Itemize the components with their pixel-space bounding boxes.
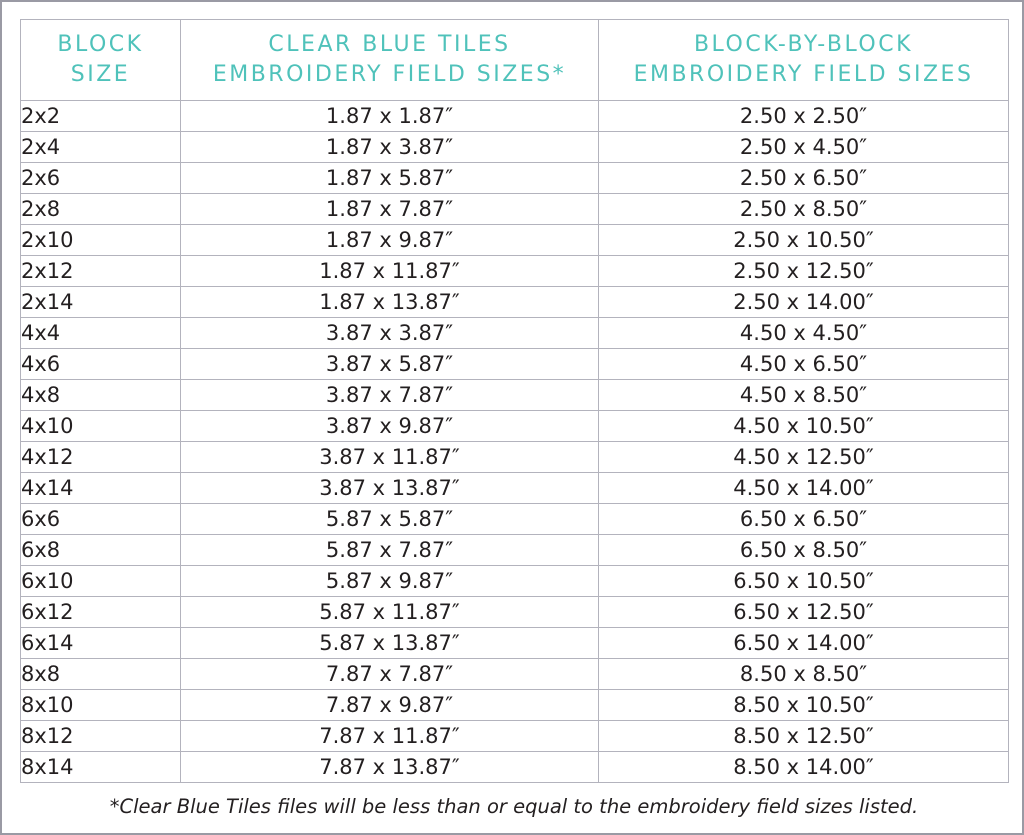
block-size-cell: 4x10 (21, 411, 181, 442)
table-row (21, 225, 1009, 256)
header-block-by-block-line-1: BLOCK-BY-BLOCK (693, 32, 914, 57)
block-by-block-cell: 2.50 x 6.50″ (599, 163, 1009, 194)
block-size-cell: 2x8 (21, 194, 181, 225)
header-clear-blue-tiles-line-1: CLEAR BLUE TILES (268, 32, 511, 57)
header-block-by-block (599, 20, 1009, 101)
clear-blue-tiles-cell: 3.87 x 5.87″ (181, 349, 599, 380)
block-size-cell: 6x12 (21, 597, 181, 628)
table-row (21, 411, 1009, 442)
block-size-cell: 6x10 (21, 566, 181, 597)
table-body (21, 101, 1009, 783)
table-row (21, 473, 1009, 504)
block-by-block-cell: 4.50 x 6.50″ (599, 349, 1009, 380)
clear-blue-tiles-cell: 5.87 x 9.87″ (181, 566, 599, 597)
clear-blue-tiles-cell: 3.87 x 9.87″ (181, 411, 599, 442)
block-by-block-cell: 6.50 x 12.50″ (599, 597, 1009, 628)
table-row (21, 721, 1009, 752)
clear-blue-tiles-cell: 5.87 x 5.87″ (181, 504, 599, 535)
table-row (21, 690, 1009, 721)
block-by-block-cell: 8.50 x 10.50″ (599, 690, 1009, 721)
block-size-cell: 8x10 (21, 690, 181, 721)
block-size-cell: 2x4 (21, 132, 181, 163)
table-row (21, 597, 1009, 628)
clear-blue-tiles-cell: 7.87 x 13.87″ (181, 752, 599, 783)
block-by-block-cell: 2.50 x 10.50″ (599, 225, 1009, 256)
clear-blue-tiles-cell: 1.87 x 9.87″ (181, 225, 599, 256)
table-row (21, 659, 1009, 690)
table-row (21, 163, 1009, 194)
block-by-block-cell: 4.50 x 8.50″ (599, 380, 1009, 411)
table-row (21, 287, 1009, 318)
header-block-by-block-line-2: EMBROIDERY FIELD SIZES (633, 62, 974, 87)
block-size-cell: 6x8 (21, 535, 181, 566)
clear-blue-tiles-cell: 1.87 x 7.87″ (181, 194, 599, 225)
table-row (21, 566, 1009, 597)
table-row (21, 628, 1009, 659)
clear-blue-tiles-cell: 3.87 x 3.87″ (181, 318, 599, 349)
block-size-cell: 2x6 (21, 163, 181, 194)
table-row (21, 380, 1009, 411)
table-row (21, 132, 1009, 163)
clear-blue-tiles-cell: 7.87 x 11.87″ (181, 721, 599, 752)
header-clear-blue-tiles-line-2: EMBROIDERY FIELD SIZES* (212, 62, 567, 87)
block-by-block-cell: 6.50 x 6.50″ (599, 504, 1009, 535)
block-size-cell: 2x10 (21, 225, 181, 256)
table-row (21, 318, 1009, 349)
block-size-cell: 6x6 (21, 504, 181, 535)
block-by-block-cell: 6.50 x 10.50″ (599, 566, 1009, 597)
table-row (21, 101, 1009, 132)
clear-blue-tiles-cell: 5.87 x 11.87″ (181, 597, 599, 628)
clear-blue-tiles-cell: 1.87 x 11.87″ (181, 256, 599, 287)
clear-blue-tiles-cell: 1.87 x 3.87″ (181, 132, 599, 163)
block-size-cell: 2x12 (21, 256, 181, 287)
block-size-cell: 6x14 (21, 628, 181, 659)
header-clear-blue-tiles (181, 20, 599, 101)
block-by-block-cell: 6.50 x 14.00″ (599, 628, 1009, 659)
block-size-cell: 2x2 (21, 101, 181, 132)
block-by-block-cell: 4.50 x 14.00″ (599, 473, 1009, 504)
clear-blue-tiles-cell: 1.87 x 13.87″ (181, 287, 599, 318)
table-row (21, 349, 1009, 380)
block-by-block-cell: 8.50 x 14.00″ (599, 752, 1009, 783)
clear-blue-tiles-cell: 5.87 x 13.87″ (181, 628, 599, 659)
clear-blue-tiles-cell: 3.87 x 11.87″ (181, 442, 599, 473)
block-size-cell: 2x14 (21, 287, 181, 318)
block-size-cell: 4x12 (21, 442, 181, 473)
block-size-cell: 8x8 (21, 659, 181, 690)
block-by-block-cell: 4.50 x 4.50″ (599, 318, 1009, 349)
block-size-cell: 8x12 (21, 721, 181, 752)
clear-blue-tiles-cell: 1.87 x 5.87″ (181, 163, 599, 194)
clear-blue-tiles-cell: 7.87 x 9.87″ (181, 690, 599, 721)
block-by-block-cell: 2.50 x 2.50″ (599, 101, 1009, 132)
footnote: *Clear Blue Tiles files will be less than or equal to the embroidery field sizes listed. (109, 795, 919, 818)
header-block-size-line-1: BLOCK (57, 32, 144, 57)
table-row (21, 504, 1009, 535)
block-by-block-cell: 2.50 x 14.00″ (599, 287, 1009, 318)
table-row (21, 752, 1009, 783)
block-by-block-cell: 8.50 x 8.50″ (599, 659, 1009, 690)
clear-blue-tiles-cell: 3.87 x 7.87″ (181, 380, 599, 411)
table-row (21, 194, 1009, 225)
block-by-block-cell: 4.50 x 10.50″ (599, 411, 1009, 442)
table-header-row (21, 20, 1009, 101)
table-row (21, 442, 1009, 473)
table-row (21, 535, 1009, 566)
clear-blue-tiles-cell: 1.87 x 1.87″ (181, 101, 599, 132)
clear-blue-tiles-cell: 5.87 x 7.87″ (181, 535, 599, 566)
block-size-cell: 8x14 (21, 752, 181, 783)
block-by-block-cell: 2.50 x 8.50″ (599, 194, 1009, 225)
block-by-block-cell: 6.50 x 8.50″ (599, 535, 1009, 566)
block-size-cell: 4x8 (21, 380, 181, 411)
block-size-cell: 4x6 (21, 349, 181, 380)
block-by-block-cell: 4.50 x 12.50″ (599, 442, 1009, 473)
header-block-size (21, 20, 181, 101)
block-size-cell: 4x14 (21, 473, 181, 504)
clear-blue-tiles-cell: 3.87 x 13.87″ (181, 473, 599, 504)
header-block-size-line-2: SIZE (70, 62, 131, 87)
block-by-block-cell: 2.50 x 4.50″ (599, 132, 1009, 163)
table-row (21, 256, 1009, 287)
clear-blue-tiles-cell: 7.87 x 7.87″ (181, 659, 599, 690)
embroidery-size-table (20, 19, 1009, 783)
block-size-cell: 4x4 (21, 318, 181, 349)
block-by-block-cell: 2.50 x 12.50″ (599, 256, 1009, 287)
block-by-block-cell: 8.50 x 12.50″ (599, 721, 1009, 752)
